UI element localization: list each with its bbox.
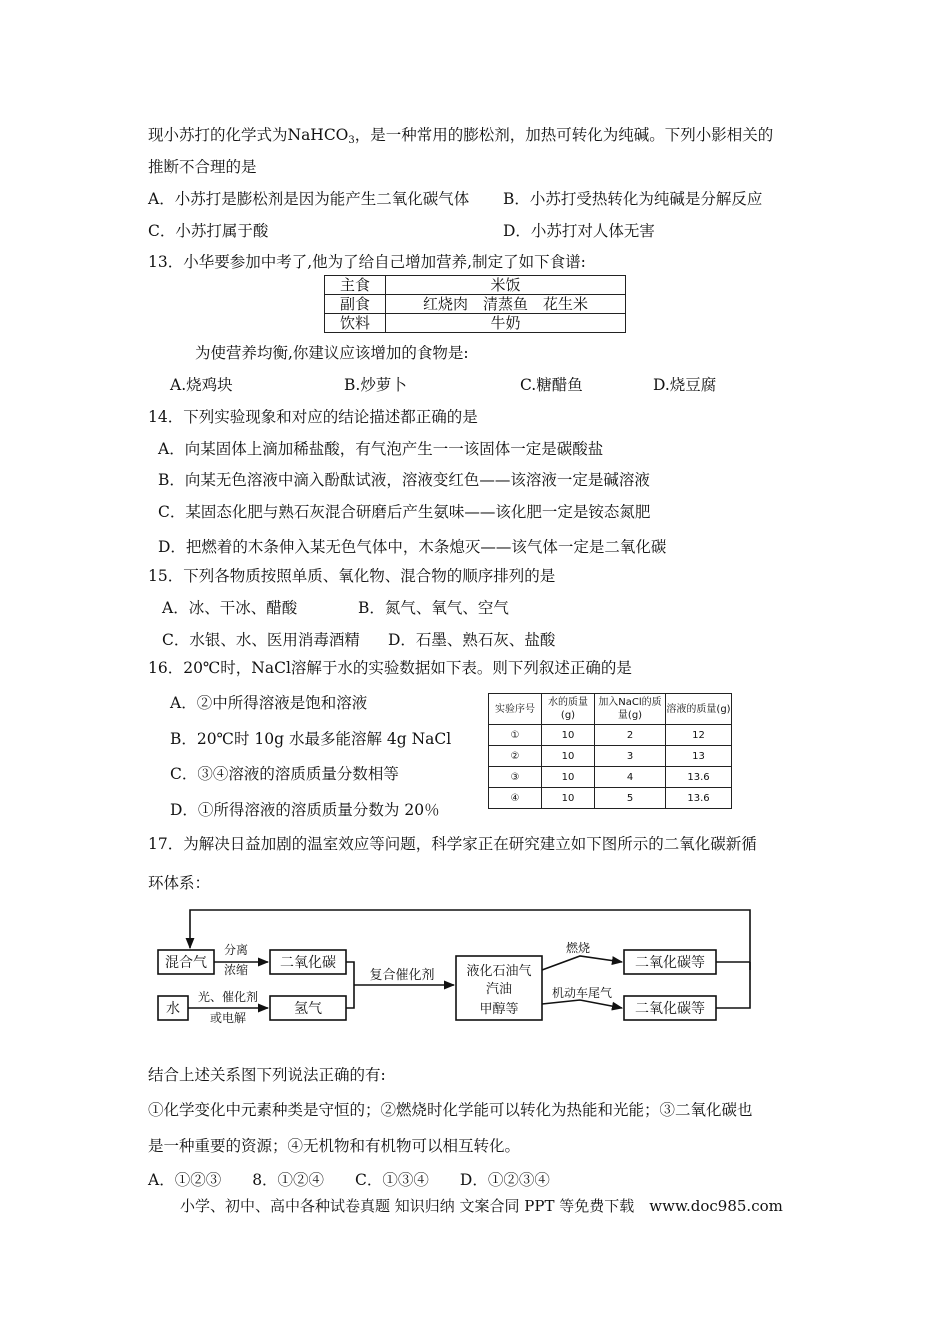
arrow-burn	[542, 956, 622, 970]
question-12-option-a: A．小苏打是膨松剂是因为能产生二氧化碳气体	[148, 190, 470, 208]
question-12-option-d: D．小苏打对人体无害	[503, 222, 655, 240]
question-17-stem-line1: 17．为解决日益加剧的温室效应等问题，科学家正在研究建立如下图所示的二氧化碳新循	[148, 835, 757, 853]
label-sep2: 浓缩	[223, 963, 249, 977]
table-row	[489, 746, 732, 767]
table-cell: 10	[542, 788, 595, 809]
question-14-stem: 14．下列实验现象和对应的结论描述都正确的是	[148, 408, 478, 426]
menu-row	[325, 295, 626, 314]
question-16-option-c: C．③④溶液的溶质质量分数相等	[170, 765, 399, 783]
label-mix: 混合气	[165, 955, 207, 971]
question-13-option-d: D.烧豆腐	[653, 376, 717, 394]
table-cell: 12	[666, 725, 732, 746]
question-16-option-d: D．①所得溶液的溶质质量分数为 20％	[170, 801, 440, 819]
question-14-option-c: C．某固态化肥与熟石灰混合研磨后产生氨味——该化肥一定是铵态氮肥	[158, 503, 651, 521]
question-15-option-d: D．石墨、熟石灰、盐酸	[388, 631, 556, 649]
question-13-prompt: 为使营养均衡,你建议应该增加的食物是:	[195, 344, 469, 362]
menu-row	[325, 314, 626, 333]
out2-to-loop	[716, 962, 750, 1008]
question-14-option-b: B．向某无色溶液中滴入酚酞试液，溶液变红色——该溶液一定是碱溶液	[158, 471, 650, 489]
question-12-stem-line2: 推断不合理的是	[148, 158, 257, 176]
table-row	[489, 788, 732, 809]
table-cell: ③	[489, 767, 542, 788]
arrow-exhaust	[542, 1000, 622, 1008]
question-17-options: A．①②③ 8．①②④ C．①③④ D．①②③④	[148, 1171, 550, 1189]
question-17-stem-line2: 环体系：	[148, 874, 211, 892]
menu-value: 牛奶	[386, 314, 626, 333]
table-cell: ②	[489, 746, 542, 767]
question-15-stem: 15．下列各物质按照单质、氧化物、混合物的顺序排列的是	[148, 567, 556, 585]
table-cell: 13.6	[666, 767, 732, 788]
question-12-option-b: B．小苏打受热转化为纯碱是分解反应	[503, 190, 763, 208]
question-13-option-b: B.炒萝卜	[344, 376, 407, 394]
merge-line	[346, 962, 354, 1008]
question-15-option-c: C．水银、水、医用消毒酒精	[162, 631, 360, 649]
label-exhaust: 机动车尾气	[551, 986, 613, 1000]
label-sep1: 分离	[223, 943, 249, 957]
label-h2: 氢气	[294, 1001, 322, 1017]
question-14-option-a: A．向某固体上滴加稀盐酸，有气泡产生一一该固体一定是碳酸盐	[158, 440, 604, 458]
question-16-option-b: B．20℃时 10g 水最多能溶解 4g NaCl	[170, 730, 452, 748]
nacl-data-table	[488, 693, 732, 809]
question-17-after: 结合上述关系图下列说法正确的有:	[148, 1066, 386, 1084]
label-light: 光、催化剂	[197, 990, 259, 1004]
menu-row	[325, 276, 626, 295]
label-burn: 燃烧	[565, 941, 591, 955]
co2-cycle-diagram	[150, 906, 755, 1026]
label-cat: 复合催化剂	[369, 968, 435, 983]
question-13-stem: 13．小华要参加中考了,他为了给自己增加营养,制定了如下食谱:	[148, 253, 586, 271]
label-fuel3: 甲醇等	[479, 1002, 519, 1017]
table-cell: 10	[542, 746, 595, 767]
table-header: 水的质量(g)	[542, 694, 595, 725]
question-13-option-c: C.糖醋鱼	[520, 376, 583, 394]
menu-value: 米饭	[386, 276, 626, 295]
menu-key: 主食	[325, 276, 386, 295]
question-15-option-b: B．氮气、氧气、空气	[358, 599, 509, 617]
label-fuel2: 汽油	[485, 982, 513, 997]
table-row	[489, 725, 732, 746]
table-cell: 13	[666, 746, 732, 767]
table-cell: 3	[595, 746, 666, 767]
label-water: 水	[166, 1001, 180, 1017]
menu-key: 饮料	[325, 314, 386, 333]
table-header: 溶液的质量(g)	[666, 694, 732, 725]
label-fuel1: 液化石油气	[466, 964, 532, 979]
table-cell: 10	[542, 725, 595, 746]
label-co2: 二氧化碳	[280, 955, 336, 971]
question-16-option-a: A．②中所得溶液是饱和溶液	[170, 694, 368, 712]
table-cell: ④	[489, 788, 542, 809]
table-header-row	[489, 694, 732, 725]
table-row	[489, 767, 732, 788]
question-13-option-a: A.烧鸡块	[170, 376, 233, 394]
question-17-statement-line1: ①化学变化中元素种类是守恒的；②燃烧时化学能可以转化为热能和光能；③二氧化碳也	[148, 1101, 753, 1119]
question-12-option-c: C．小苏打属于酸	[148, 222, 269, 240]
question-12-stem-line1: 现小苏打的化学式为NaHCO$_3$，是一种常用的膨松剂，加热可转化为纯碱。下列小影相关的	[148, 126, 774, 146]
table-cell: 10	[542, 767, 595, 788]
label-elec: 或电解	[209, 1011, 247, 1025]
table-cell: 4	[595, 767, 666, 788]
question-16-stem: 16．20℃时，NaCl溶解于水的实验数据如下表。则下列叙述正确的是	[148, 659, 632, 677]
question-17-statement-line2: 是一种重要的资源；④无机物和有机物可以相互转化。	[148, 1137, 521, 1155]
menu-key: 副食	[325, 295, 386, 314]
table-header: 实验序号	[489, 694, 542, 725]
question-14-option-d: D．把燃着的木条伸入某无色气体中，木条熄灭——该气体一定是二氧化碳	[158, 538, 667, 556]
menu-table	[324, 275, 626, 333]
question-15-option-a: A．冰、干冰、醋酸	[162, 599, 298, 617]
menu-value: 红烧肉 清蒸鱼 花生米	[386, 295, 626, 314]
table-header: 加入NaCl的质量(g)	[595, 694, 666, 725]
table-cell: 2	[595, 725, 666, 746]
table-cell: 5	[595, 788, 666, 809]
label-out1: 二氧化碳等	[635, 955, 705, 971]
table-cell: 13.6	[666, 788, 732, 809]
label-out2: 二氧化碳等	[635, 1001, 705, 1017]
table-cell: ①	[489, 725, 542, 746]
footer-text: 小学、初中、高中各种试卷真题 知识归纳 文案合同 PPT 等免费下载 www.doc985.com	[180, 1197, 783, 1215]
